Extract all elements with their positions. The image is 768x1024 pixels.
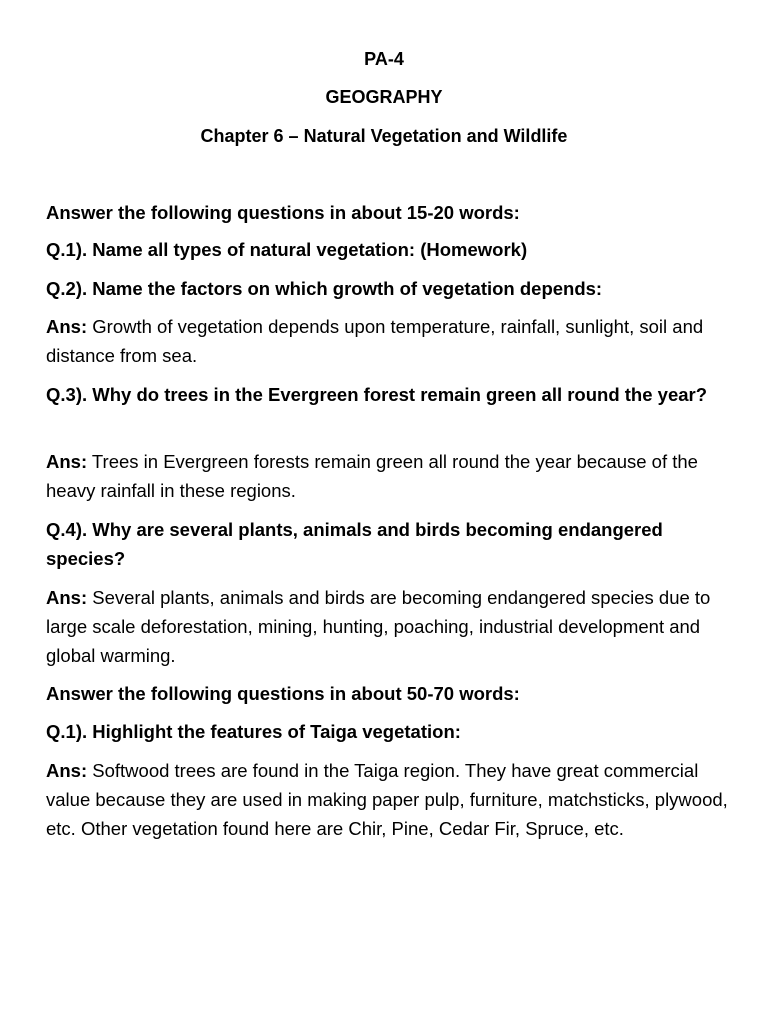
answer-label: Ans: <box>46 587 88 608</box>
answer-text: Growth of vegetation depends upon temperature, rainfall, sunlight, soil and distance from sea. <box>46 316 704 366</box>
answer-text: Trees in Evergreen forests remain green all round the year because of the heavy rainfall in these regions. <box>46 451 698 501</box>
document-code: PA-4 <box>364 49 404 69</box>
section1-instruction: Answer the following questions in about 15-20 words: <box>46 202 520 223</box>
question-taiga: Q.1). Highlight the features of Taiga vegetation: <box>46 721 461 742</box>
question-1: Q.1). Name all types of natural vegetation: (Homework) <box>46 239 528 260</box>
section2-instruction: Answer the following questions in about 50-70 words: <box>46 683 520 704</box>
answer-label: Ans: <box>46 451 88 472</box>
answer-taiga <box>46 756 736 843</box>
answer-text: Several plants, animals and birds are becoming endangered species due to large scale deforestation, mining, hunting, poaching, industrial development and global warming. <box>46 587 711 666</box>
answer-4 <box>46 583 736 670</box>
question-4: Q.4). Why are several plants, animals and birds becoming endangered species? <box>46 519 663 569</box>
answer-2 <box>46 312 736 370</box>
answer-label: Ans: <box>46 760 88 781</box>
answer-text: Softwood trees are found in the Taiga region. They have great commercial value because they are used in making paper pulp, furniture, matchsticks, plywood, etc. Other vegetation found here are Chir, Pine, Cedar Fir, Spruce, etc. <box>46 760 728 839</box>
answer-label: Ans: <box>46 316 88 337</box>
chapter-title: Chapter 6 – Natural Vegetation and Wildlife <box>200 126 568 146</box>
subject-title: GEOGRAPHY <box>325 87 443 107</box>
question-2: Q.2). Name the factors on which growth of vegetation depends: <box>46 278 603 299</box>
answer-3 <box>46 447 736 505</box>
question-3: Q.3). Why do trees in the Evergreen forest remain green all round the year? <box>46 384 708 405</box>
